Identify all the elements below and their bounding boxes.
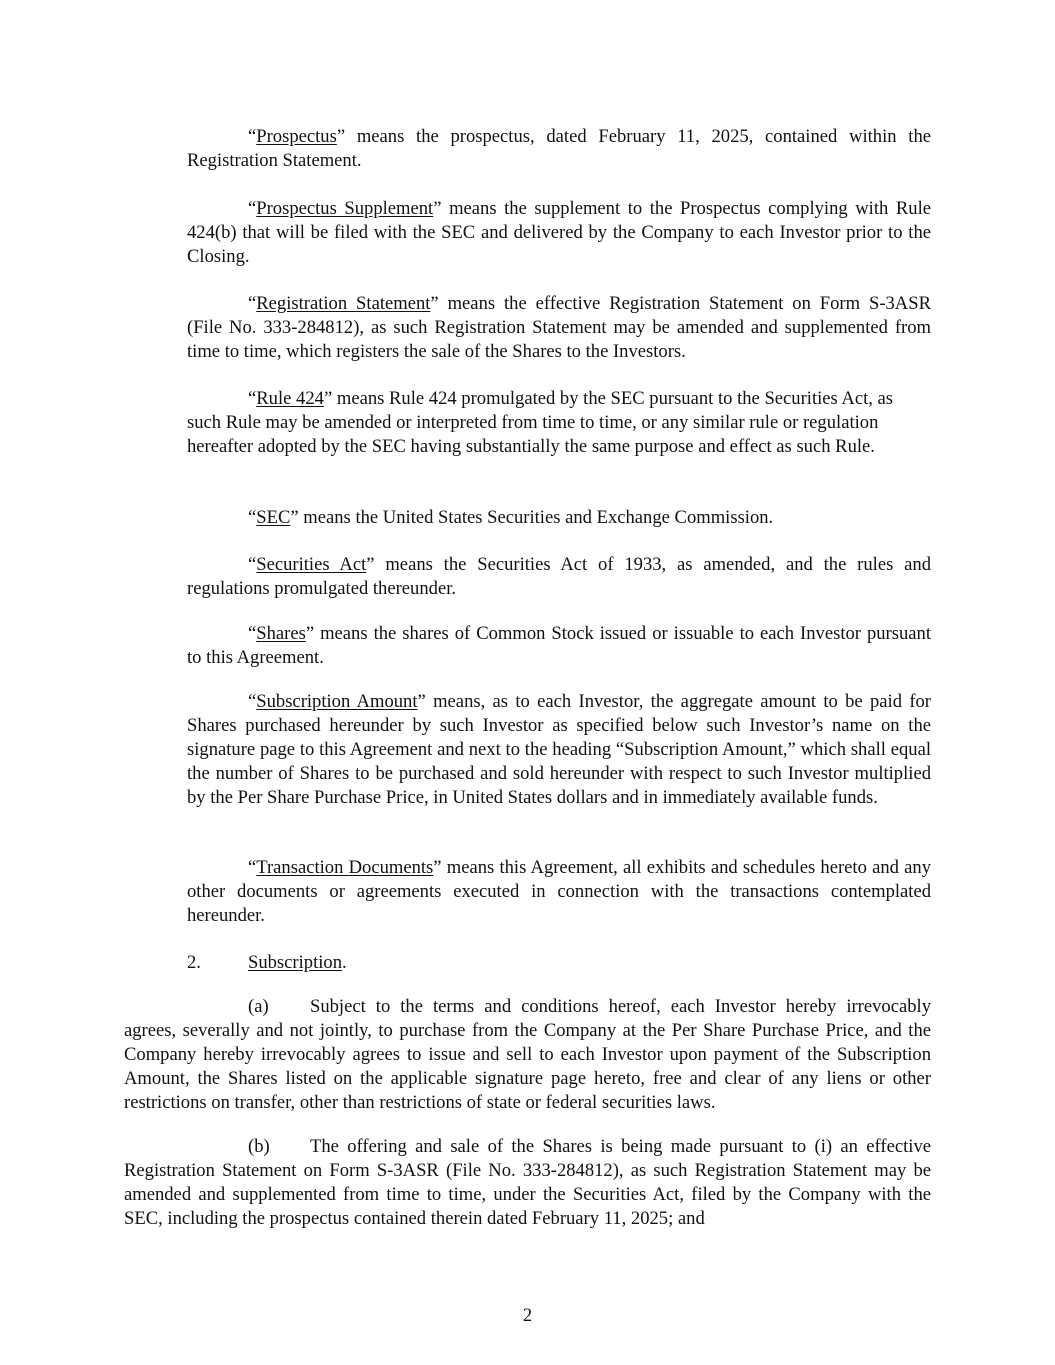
- definition-text: means the prospectus, dated February 11, 2025, contained within the Registration Statement.: [187, 126, 931, 171]
- definition-text: means the United States Securities and Exchange Commission.: [298, 507, 774, 528]
- defined-term: SEC: [256, 507, 291, 528]
- definition-text: means Rule 424 promulgated by the SEC pursuant to the Securities Act, as such Rule may be amended or interpreted from time to time, or any similar rule or regulation hereafter adopted by the SEC having substantially the same purpose and effect as such Rule.: [187, 388, 894, 457]
- defined-term: Subscription Amount: [256, 691, 418, 712]
- subsection-a: [124, 995, 931, 1115]
- definition-text: means, as to each Investor, the aggregate amount to be paid for Shares purchased hereunder by such Investor as specified below such Investor’s name on the signature page to this Agreement and next to the heading “Subscription Amount,” which shall equal the number of Shares to be purchased and sold hereunder with respect to such Investor multiplied by the Per Share Purchase Price, in United States dollars and in immediately available funds.: [187, 691, 931, 808]
- definition-text: means the shares of Common Stock issued or issuable to each Investor pursuant to this Agreement.: [187, 623, 931, 668]
- definition-text: means the Securities Act of 1933, as amended, and the rules and regulations promulgated thereunder.: [187, 554, 931, 599]
- subsection-text: The offering and sale of the Shares is being made pursuant to (i) an effective Registration Statement on Form S-3ASR (File No. 333-284812), as such Registration Statement may be amended and supplemented from time to time, under the Securities Act, filed by the Company with the SEC, including the prospectus contained therein dated February 11, 2025; and: [124, 1136, 931, 1229]
- definition-text: means the supplement to the Prospectus complying with Rule 424(b) that will be filed with the SEC and delivered by the Company to each Investor prior to the Closing.: [187, 198, 931, 267]
- defined-term: Prospectus: [256, 126, 337, 147]
- definition-shares: “Shares” means the shares of Common Stock issued or issuable to each Investor pursuant to this Agreement.: [187, 623, 931, 668]
- definition-registration-statement: “Registration Statement” means the effective Registration Statement on Form S-3ASR (File No. 333-284812), as such Registration Statement may be amended and supplemented from time to time, which registers the sale of the Shares to the Investors.: [187, 293, 931, 362]
- page-number: 2: [522, 1305, 533, 1326]
- definition-sec: “SEC” means the United States Securities and Exchange Commission.: [248, 507, 774, 528]
- defined-term: Shares: [256, 623, 306, 644]
- definition-text: means the effective Registration Statement on Form S-3ASR (File No. 333-284812), as such Registration Statement may be amended and supplemented from time to time, which registers the sale of the Shares to the Investors.: [187, 293, 931, 362]
- subsection-label: (b): [248, 1136, 270, 1157]
- defined-term: Prospectus Supplement: [256, 198, 434, 219]
- defined-term: Securities Act: [256, 554, 367, 575]
- definition-subscription-amount: “Subscription Amount” means, as to each Investor, the aggregate amount to be paid for Shares purchased hereunder by such Investor as specified below such Investor’s name on the signature page to this Agreement and next to the heading “Subscription Amount,” which shall equal the number of Shares to be purchased and sold hereunder with respect to such Investor multiplied by the Per Share Purchase Price, in United States dollars and in immediately available funds.: [187, 691, 931, 808]
- defined-term: Transaction Documents: [256, 857, 434, 878]
- definition-rule-424: “Rule 424” means Rule 424 promulgated by the SEC pursuant to the Securities Act, as such Rule may be amended or interpreted from time to time, or any similar rule or regulation hereafter adopted by the SEC having substantially the same purpose and effect as such Rule.: [187, 388, 894, 457]
- defined-term: Registration Statement: [256, 293, 431, 314]
- section-heading: [248, 951, 347, 975]
- subsection-label: (a): [248, 996, 269, 1017]
- definition-prospectus: “Prospectus” means the prospectus, dated February 11, 2025, contained within the Registration Statement.: [187, 126, 931, 171]
- definition-securities-act: “Securities Act” means the Securities Act of 1933, as amended, and the rules and regulations promulgated thereunder.: [187, 554, 931, 599]
- defined-term: Rule 424: [256, 388, 324, 409]
- definition-prospectus-supplement: “Prospectus Supplement” means the supplement to the Prospectus complying with Rule 424(b) that will be filed with the SEC and delivered by the Company to each Investor prior to the Closing.: [187, 198, 931, 267]
- definition-text: means this Agreement, all exhibits and schedules hereto and any other documents or agreements executed in connection with the transactions contemplated hereunder.: [187, 857, 931, 926]
- subsection-text: Subject to the terms and conditions hereof, each Investor hereby irrevocably agrees, severally and not jointly, to purchase from the Company at the Per Share Purchase Price, and the Company hereby irrevocably agrees to issue and sell to each Investor upon payment of the Subscription Amount, the Shares listed on the applicable signature page hereto, free and clear of any liens or other restrictions on transfer, other than restrictions of state or federal securities laws.: [124, 996, 931, 1113]
- section-title-suffix: .: [342, 952, 347, 973]
- definition-transaction-documents: “Transaction Documents” means this Agreement, all exhibits and schedules hereto and any other documents or agreements executed in connection with the transactions contemplated hereunder.: [187, 857, 931, 926]
- subsection-b: [124, 1135, 931, 1231]
- section-number: 2.: [187, 952, 201, 973]
- section-title: Subscription: [248, 952, 343, 973]
